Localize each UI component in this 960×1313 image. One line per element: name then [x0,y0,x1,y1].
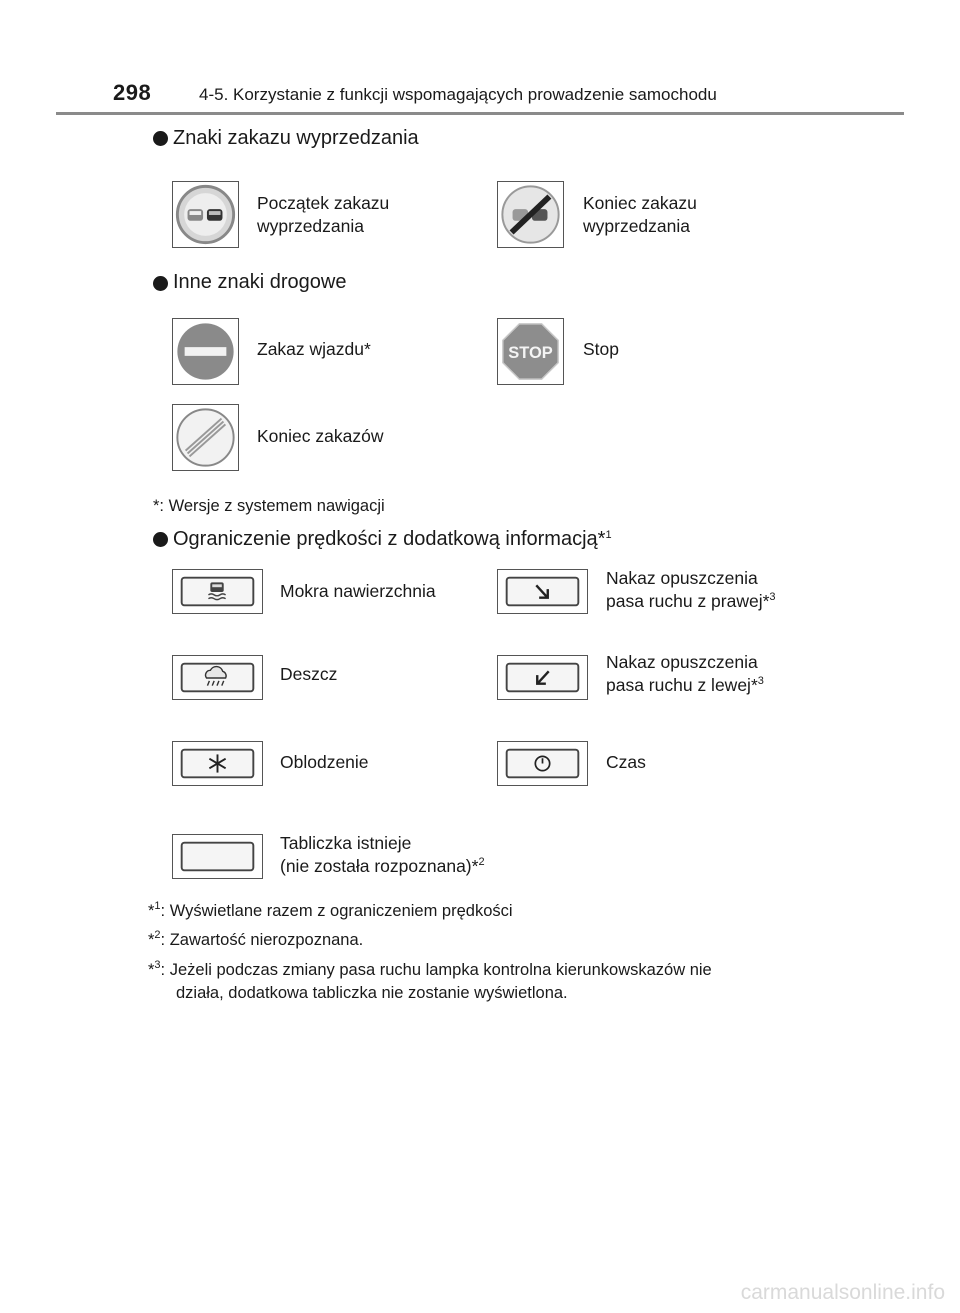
label-plate-unrecognized: Tabliczka istnieje (nie została rozpoznana)*$^2$ [280,833,485,876]
footnote-3: *$^3$: Jeżeli podczas zmiany pasa ruchu lampka kontrolna kierunkowskazów nie [148,959,712,979]
section-title-overtaking: Znaki zakazu wyprzedzania [173,127,419,149]
chapter-title: 4-5. Korzystanie z funkcji wspomagających prowadzenie samochodu [199,85,717,104]
stop-sign-icon [497,318,564,385]
exit-right-plate-icon [497,569,588,614]
page-number: 298 [113,80,152,105]
label-exit-left: Nakaz opuszczenia pasa ruchu z lewej*$^3$ [606,652,764,695]
ice-plate-icon [172,741,263,786]
bullet-icon [153,532,168,547]
label-time: Czas [606,752,646,772]
label-ice: Oblodzenie [280,752,369,772]
section-title-other-signs: Inne znaki drogowe [173,271,347,293]
label-exit-right: Nakaz opuszczenia pasa ruchu z prawej*$^3$ [606,568,776,611]
label-wet-road: Mokra nawierzchnia [280,581,436,601]
footnote-2: *$^2$: Zawartość nierozpoznana. [148,929,364,949]
label-end-no-overtaking: Koniec zakazu wyprzedzania [583,193,697,236]
wet-road-plate-icon [172,569,263,614]
exit-left-plate-icon [497,655,588,700]
label-start-no-overtaking: Początek zakazu wyprzedzania [257,193,390,236]
footnote-navigation: *: Wersje z systemem nawigacji [153,497,385,515]
end-no-overtaking-sign-icon [497,181,564,248]
label-no-entry: Zakaz wjazdu* [257,339,371,359]
label-stop: Stop [583,339,619,359]
clock-plate-icon [497,741,588,786]
no-overtaking-sign-icon [172,181,239,248]
bullet-icon [153,131,168,146]
header-divider [56,112,904,115]
no-entry-sign-icon [172,318,239,385]
blank-plate-icon [172,834,263,879]
bullet-icon [153,276,168,291]
section-title-speed-info: Ograniczenie prędkości z dodatkową informacją*$^1$ [173,528,612,550]
footnote-3-continuation: działa, dodatkowa tabliczka nie zostanie wyświetlona. [176,984,568,1002]
watermark: carmanualsonline.info [740,1281,945,1304]
svg-text:STOP: STOP [508,343,553,362]
footnote-1: *$^1$: Wyświetlane razem z ograniczeniem prędkości [148,900,513,920]
label-end-of-restrictions: Koniec zakazów [257,426,384,446]
end-of-restrictions-sign-icon [172,404,239,471]
label-rain: Deszcz [280,664,338,684]
rain-plate-icon [172,655,263,700]
